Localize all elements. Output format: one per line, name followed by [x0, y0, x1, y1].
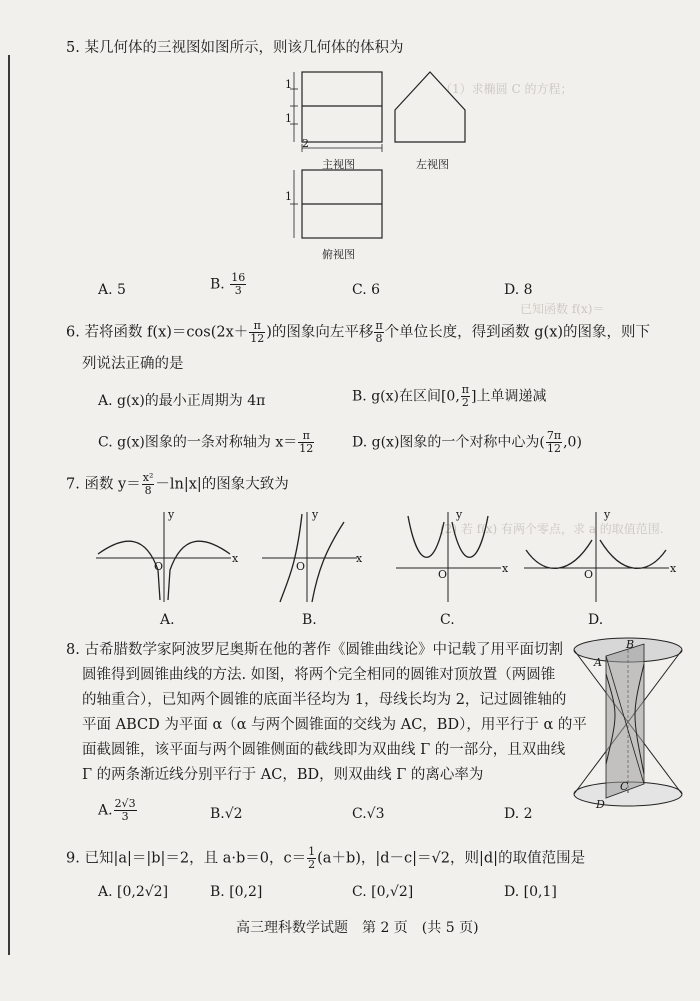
- axis-y-label: y: [456, 508, 463, 521]
- top-view-label: 俯视图: [322, 248, 355, 261]
- question-5-stem: 5. 某几何体的三视图如图所示，则该几何体的体积为: [66, 40, 404, 56]
- axis-y-label: y: [168, 508, 175, 521]
- q8-option-d: D. 2: [504, 806, 533, 822]
- origin-label: O: [296, 560, 306, 573]
- axis-x-label: x: [356, 552, 363, 565]
- question-6-stem-line1: 6. 若将函数 f(x)＝cos(2x＋ $\frac{\pi}{12}$ )的图象向左平移 $\frac{\pi}{8}$ 个单位长度，得到函数 g(x)的图象，则下: [66, 319, 651, 345]
- side-view-label: 左视图: [416, 158, 449, 171]
- question-8-line5: 面截圆锥，该平面与两个圆锥侧面的截线即为双曲线 Γ 的一部分，且双曲线: [82, 742, 566, 758]
- axis-y-label: y: [312, 508, 319, 521]
- dim-label: 1: [285, 78, 292, 91]
- question-7-stem: 7. 函数 y＝ $\frac{\text{x²}}{8}$ －ln|x|的图象大致为: [66, 471, 289, 497]
- graph-label-b: B.: [302, 612, 317, 628]
- point-c-label: C: [620, 780, 629, 793]
- q6-option-a: A. g(x)的最小正周期为 4π: [98, 393, 266, 409]
- q8-option-a: A. $\frac{2√3}{3}$: [98, 797, 136, 823]
- question-6-stem-line2: 列说法正确的是: [82, 356, 184, 372]
- dim-width-label: 2: [302, 137, 309, 150]
- graph-label-d: D.: [588, 612, 604, 628]
- q8-option-c: C.√3: [352, 806, 385, 822]
- axis-x-label: x: [502, 562, 509, 575]
- axis-x-label: x: [670, 562, 677, 575]
- question-8-line2: 圆锥得到圆锥曲线的方法. 如图，将两个完全相同的圆锥对顶放置（两圆锥: [82, 667, 556, 683]
- dim-label: 1: [285, 112, 292, 125]
- question-8-line1: 8. 古希腊数学家阿波罗尼奥斯在他的著作《圆锥曲线论》中记载了用平面切割: [66, 642, 563, 658]
- axis-y-label: y: [604, 508, 611, 521]
- question-8-line6: Γ 的两条渐近线分别平行于 AC，BD，则双曲线 Γ 的离心率为: [82, 767, 484, 783]
- graph-label-c: C.: [440, 612, 455, 628]
- axis-x-label: x: [232, 552, 239, 565]
- page-footer: 高三理科数学试题 第 2 页 (共 5 页): [236, 920, 479, 936]
- bleed-through-text: 已知函数 f(x)＝: [520, 302, 605, 316]
- q6-option-b: B. g(x)在区间[0, $\frac{\pi}{2}$ ]上单调递减: [352, 383, 547, 409]
- q5-option-a: A. 5: [98, 282, 126, 298]
- point-d-label: D: [596, 798, 605, 811]
- origin-label: O: [154, 560, 164, 573]
- graph-option-d: [524, 510, 677, 605]
- graph-option-c: [396, 510, 509, 605]
- question-8-line3: 的轴重合），已知两个圆锥的底面半径均为 1，母线长均为 2，记过圆锥轴的: [82, 692, 567, 708]
- q9-option-c: C. [0,√2]: [352, 884, 414, 900]
- point-b-label: B: [626, 638, 635, 651]
- graph-option-a: [96, 510, 239, 605]
- origin-label: O: [584, 568, 594, 581]
- graph-option-b: [262, 510, 362, 605]
- front-view-label: 主视图: [322, 158, 355, 171]
- q8-option-b: B.√2: [210, 806, 243, 822]
- point-a-label: A: [594, 656, 602, 669]
- q9-option-a: A. [0,2√2]: [98, 884, 169, 900]
- q5-option-b: B. $\frac{16}{3}$: [210, 271, 246, 297]
- dim-label: 1: [285, 190, 292, 203]
- graph-label-a: A.: [160, 612, 175, 628]
- q6-option-c: C. g(x)图象的一条对称轴为 x＝ $\frac{\pi}{12}$: [98, 429, 314, 455]
- q5-option-c: C. 6: [352, 282, 381, 298]
- q9-option-d: D. [0,1]: [504, 884, 557, 900]
- question-9-stem: 9. 已知|a|＝|b|＝2，且 a·b＝0，c＝ $\frac{1}{2}$ (a＋b)，|d－c|＝√2，则|d|的取值范围是: [66, 845, 586, 871]
- origin-label: O: [438, 568, 448, 581]
- question-8-line4: 平面 ABCD 为平面 α（α 与两个圆锥面的交线为 AC，BD），用平行于 α 的平: [82, 717, 587, 733]
- bleed-through-text: （1）求椭圆 C 的方程；: [440, 82, 573, 96]
- three-view-figure: [280, 62, 480, 272]
- bleed-through-text: (2) 若 f(x) 有两个零点，求 a 的取值范围.: [440, 522, 664, 536]
- q5-option-d: D. 8: [504, 282, 533, 298]
- q9-option-b: B. [0,2]: [210, 884, 263, 900]
- q6-option-d: D. g(x)图象的一个对称中心为( $\frac{7\pi}{12}$ ,0): [352, 429, 582, 455]
- page-margin-line: [8, 55, 10, 955]
- double-cone-figure: [568, 634, 690, 814]
